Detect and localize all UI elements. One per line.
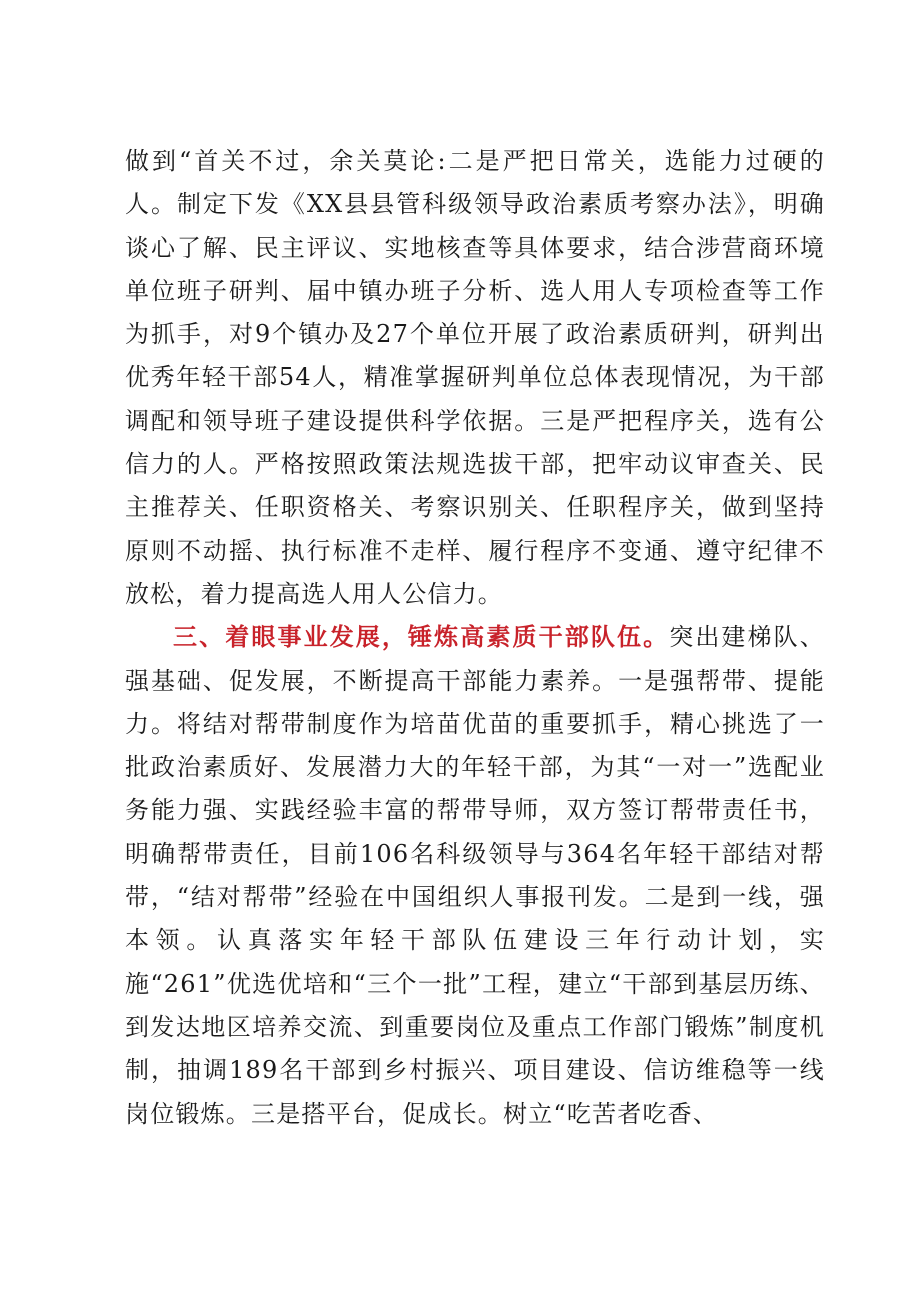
paragraph-text: 做到“首关不过，余关莫论:二是严把日常关，选能力过硬的人。制定下发《XX县县管科级领导政治素质考察办法》，明确谈心了解、民主评议、实地核查等具体要求，结合涉营商环境单位班子研判、届中镇办班子分析、选人用人专项检查等工作为抓手，对9个镇办及27个单位开展了政治素质研判，研判出优秀年轻干部54人，精准掌握研判单位总体表现情况，为干部调配和领导班子建设提供科学依据。三是严把程序关，选有公信力的人。严格按照政策法规选拔干部，把牢动议审查关、民主推荐关、任职资格关、考察识别关、任职程序关，做到坚持原则不动摇、执行标准不走样、履行程序不变通、遵守纪律不放松，着力提高选人用人公信力。 [125, 147, 825, 608]
paragraph-section-3 [125, 616, 825, 1136]
document-body [125, 140, 825, 1136]
section-heading: 三、着眼事业发展，锤炼高素质干部队伍。 [173, 623, 670, 652]
paragraph-text: 突出建梯队、强基础、促发展，不断提高干部能力素养。一是强帮带、提能力。将结对帮带制度作为培苗优苗的重要抓手，精心挑选了一批政治素质好、发展潜力大的年轻干部，为其“一对一”选配业务能力强、实践经验丰富的帮带导师，双方签订帮带责任书，明确帮带责任，目前106名科级领导与364名年轻干部结对帮带，“结对帮带”经验在中国组织人事报刊发。二是到一线，强本领。认真落实年轻干部队伍建设三年行动计划，实施“261”优选优培和“三个一批”工程，建立“干部到基层历练、到发达地区培养交流、到重要岗位及重点工作部门锻炼”制度机制，抽调189名干部到乡村振兴、项目建设、信访维稳等一线岗位锻炼。三是搭平台，促成长。树立“吃苦者吃香、 [125, 623, 825, 1128]
paragraph-continuation [125, 140, 825, 616]
